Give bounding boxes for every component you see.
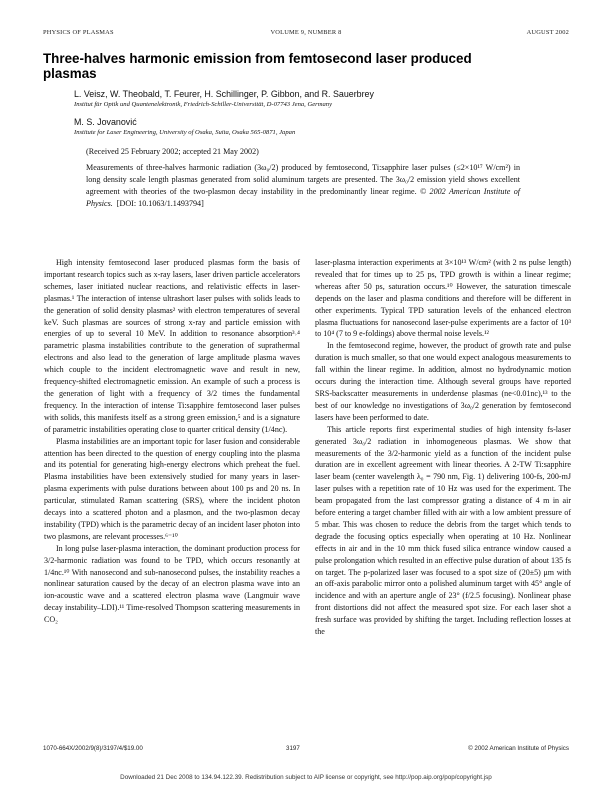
journal-name: PHYSICS OF PLASMAS xyxy=(43,29,114,36)
affiliation-1: Institut für Optik und Quantenelektronik, Friedrich-Schiller-Universität, D-07743 Jena, Germany xyxy=(74,101,333,108)
paragraph: In long pulse laser-plasma interaction, the dominant production process for 3/2-harmonic radiation was found to be TPD, which occurs resonantly at 1/4nc.¹⁰ With nanosecond and sub-nanosecond pulses, the instability reaches a nonlinear saturation caused by the decay of an electron plasma wave into an ion-acoustic wave and a scattered electron plasma wave (Langmuir wave decay instability–LDI).¹¹ Time-resolved Thompson scattering measurements in CO₂ xyxy=(44,543,300,625)
page-number: 3197 xyxy=(286,745,300,752)
article-code: 1070-664X/2002/9(8)/3197/4/$19.00 xyxy=(43,745,143,752)
author-list-2: M. S. Jovanović xyxy=(74,117,137,127)
paragraph: Plasma instabilities are an important topic for laser fusion and considerable attention has been directed to the question of energy coupling into the plasma and its potential for generating high-energy electrons which preheat the fuel. Plasma instabilities have been extensively studied for many years in laser-plasma experiments with pulse durations between about 100 ps and 20 ns. In particular, stimulated Raman scattering (SRS), where the incident photon decays into a scattered photon and a plasmon, and the two-plasmon decay instability (TPD) which is the parametric decay of an incident laser photon into two plasmons, are relevant processes.⁶⁻¹⁰ xyxy=(44,436,300,541)
body-column-left xyxy=(44,257,300,626)
abstract xyxy=(86,162,520,210)
paragraph: High intensity femtosecond laser produced plasmas form the basis of important research topics such as x-ray lasers, laser driven particle accelerators schemes, laser initiated nuclear reactions, and relativistic effects in laser-plasmas.¹ The interaction of intense ultrashort laser pulses with solids leads to the generation of solid density plasmas² with electron temperatures of several keV. Such plasmas are sources of strong x-ray and particle emission with energies of up to several 10 MeV. In addition to resonance absorption³˒⁴ parametric plasma instabilities contribute to the generation of suprathermal electrons and also lead to the generation of large amplitude plasma waves which couple to the incident electromagnetic wave and result in new, frequency-shifted electromagnetic emission. An example of such a process is the generation of light with a frequency of 3/2 times the fundamental frequency. In the interaction of intense Ti:sapphire femtosecond laser pulses with solids, this manifests itself as a strong green emission,⁵ and is a signature of parametric instabilities operating close to quarter critical density (1/4nc). xyxy=(44,258,300,434)
issue-date: AUGUST 2002 xyxy=(526,29,569,36)
received-dates: (Received 25 February 2002; accepted 21 May 2002) xyxy=(86,147,259,156)
running-head xyxy=(43,29,569,39)
download-notice: Downloaded 21 Dec 2008 to 134.94.122.39. Redistribution subject to AIP license or copyright, see http://pop.aip.org/pop/copyright.jsp xyxy=(120,774,492,781)
paragraph: This article reports first experimental studies of high intensity fs-laser generated 3ω₀/2 radiation in inhomogeneous plasmas. We show that measurements of the 3/2-harmonic yield as a function of the incident pulse duration are in excellent agreement with linear theories. A 2-TW Ti:sapphire laser beam (center wavelength λ₀ = 790 nm, Fig. 1) delivering 100-fs, 200-mJ laser pulses with a repetition rate of 10 Hz was used for the experiment. The beam propagated from the last compressor grating a distance of 4 m in air before entering a target chamber filled with air with a low ambient pressure of 5 mbar. This was chosen to reduce the debris from the target which tends to degrade the focusing optics especially when operating at 10 Hz. Nonlinear effects in air and in the 10 mm thick fused silica entrance window caused a pulse prolongation which resulted in an effective pulse duration of about 135 fs on target. The p-polarized laser was focused to a spot size of (20±5) μm with an off-axis parabolic mirror onto a polished aluminum target with 45° angle of incidence and with an aperture angle of 23° (f/2.5 focusing). Nonlinear phase front distortions did not affect the measured spot size. For each laser shot a fresh surface was provided by shifting the target. Including reflection losses at the xyxy=(315,424,571,637)
footer-copyright: © 2002 American Institute of Physics xyxy=(468,745,569,752)
affiliation-2: Institute for Laser Engineering, University of Osaka, Suita, Osaka 565-0871, Japan xyxy=(74,129,296,136)
page-footer xyxy=(43,745,569,755)
doi-link[interactable]: [DOI: 10.1063/1.1493794] xyxy=(116,199,204,208)
abstract-text: Measurements of three-halves harmonic radiation (3ω₀/2) produced by femtosecond, Ti:sapphire laser pulses (≤2×10¹⁷ W/cm²) in long density scale length plasmas generated from solid aluminum targets are presented. The 3ω₀/2 emission yield shows excellent agreement with theories of the two-plasmon decay instability in the predominantly linear regime. xyxy=(86,163,520,196)
abstract-copyright: © 2002 American Institute of Physics. xyxy=(86,187,520,208)
body-column-right xyxy=(315,257,571,638)
volume-number: VOLUME 9, NUMBER 8 xyxy=(270,29,342,36)
article-title: Three-halves harmonic emission from femtosecond laser produced plasmas xyxy=(43,51,472,81)
author-list-1: L. Veisz, W. Theobald, T. Feurer, H. Schillinger, P. Gibbon, and R. Sauerbrey xyxy=(74,89,374,99)
paragraph: In the femtosecond regime, however, the product of growth rate and pulse duration is much smaller, so that one would expect analogous measurements to fall within the linear regime. In addition, almost no hydrodynamic motion occurs during the interaction time. Although several groups have reported SRS-backscatter measurements in underdense plasmas (ne<0.01nc),¹³ to the best of our knowledge no investigations of 3ω₀/2 generation by femtosecond lasers have been performed to date. xyxy=(315,341,571,422)
paragraph-continued: laser-plasma interaction experiments at 3×10¹³ W/cm² (with 2 ns pulse length) revealed that for times up to 25 ps, TPD growth is within a linear regime; whereas after 50 ps, saturation occurs.¹⁰ However, the saturation timescale depends on the laser and plasma conditions and therefore will be different in other experiments. Typical TPD saturation levels of the enhanced electron plasma fluctuations for nanosecond laser-pulse experiments are a factor of 10³ to 10⁴ (7 to 9 e-foldings) above thermal noise levels.¹² xyxy=(315,258,571,339)
